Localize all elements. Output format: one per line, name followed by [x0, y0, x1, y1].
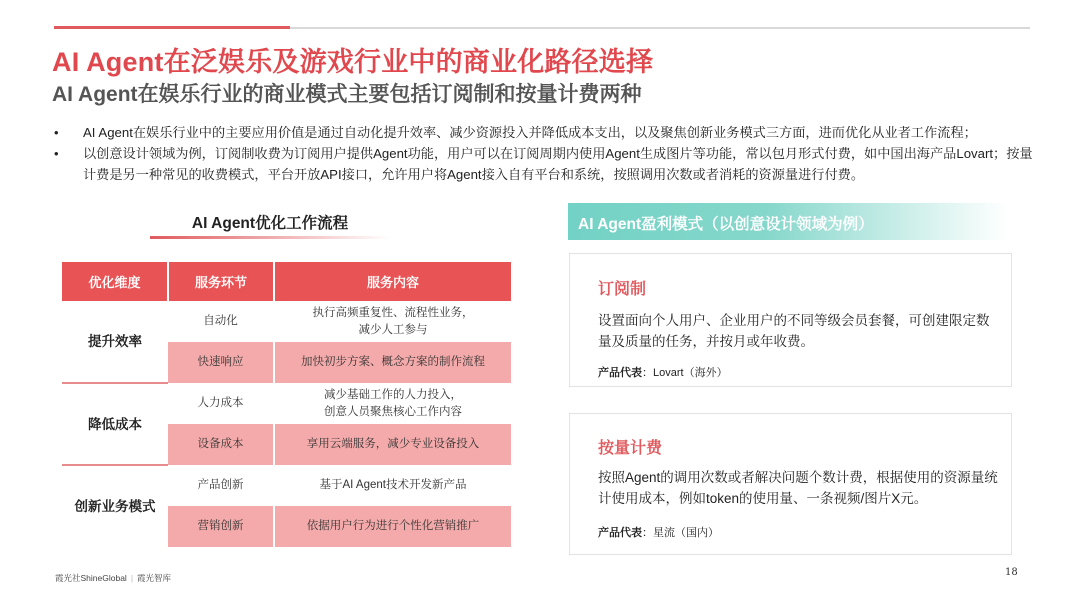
- bullet-text: 以创意设计领域为例，订阅制收费为订阅用户提供Agent功能，用户可以在订阅周期内使用Agent生成图片等功能，常以包月形式付费，如中国出海产品Lovart；按量计费是另一种常见的收费模式，平台开放API接口，允许用户将Agent接入自有平台和系统，按照调用次数或者消耗的资源量进行付费。: [83, 146, 1033, 182]
- table-header-row: [62, 262, 511, 301]
- dimension-cell: 创新业务模式: [74, 499, 156, 514]
- column-header-content: 服务内容: [274, 262, 511, 301]
- bullet-list: [54, 122, 1034, 185]
- content-line: 执行高频重复性、流程性业务，: [312, 306, 474, 319]
- card-title: 订阅制: [598, 281, 647, 298]
- revenue-model-header: [568, 203, 1008, 240]
- content-cell: 加快初步方案、概念方案的制作流程: [274, 342, 511, 383]
- workflow-table: [62, 262, 511, 547]
- bullet-item: [54, 122, 1034, 143]
- rep-value: ：星流（国内）: [642, 527, 719, 539]
- content-line: 减少基础工作的人力投入，: [324, 388, 462, 401]
- card-body: 设置面向个人用户、企业用户的不同等级会员套餐，可创建限定数量及质量的任务，并按月或年收费。: [598, 313, 990, 349]
- footer-logo: [55, 572, 171, 584]
- step-cell: 营销创新: [168, 506, 274, 547]
- brand-logo-shineglobal: 霞光社ShineGlobal: [55, 573, 127, 583]
- bullet-dot-icon: •: [54, 146, 59, 161]
- table-row: [62, 465, 511, 506]
- page-subtitle: AI Agent在娱乐行业的商业模式主要包括订阅制和按量计费两种: [52, 83, 642, 106]
- rep-label: 产品代表: [598, 527, 642, 539]
- rep-label: 产品代表: [598, 367, 642, 379]
- logo-separator: |: [130, 573, 134, 583]
- top-divider-accent: [54, 26, 290, 29]
- usage-billing-card: [569, 413, 1012, 555]
- card-representative: [598, 364, 728, 380]
- dimension-cell: 提升效率: [62, 301, 168, 383]
- content-line: 创意人员聚焦核心工作内容: [324, 405, 462, 418]
- card-body: 按照Agent的调用次数或者解决问题个数计费，根据使用的资源量统计使用成本，例如token的使用量、一条视频/图片X元。: [598, 470, 998, 506]
- content-cell: 依据用户行为进行个性化营销推广: [274, 506, 511, 547]
- content-cell: [274, 383, 511, 424]
- workflow-title-underline: [150, 236, 390, 239]
- page-number: 18: [1005, 567, 1018, 578]
- content-cell: [274, 301, 511, 342]
- column-header-step: 服务环节: [168, 262, 274, 301]
- bullet-dot-icon: •: [54, 125, 59, 140]
- step-cell: 自动化: [203, 315, 238, 327]
- step-cell: 设备成本: [168, 424, 274, 465]
- content-line: 减少人工参与: [358, 323, 428, 336]
- revenue-model-title: AI Agent盈利模式（以创意设计领域为例）: [578, 216, 874, 233]
- content-cell: 享用云端服务，减少专业设备投入: [274, 424, 511, 465]
- bullet-text: AI Agent在娱乐行业中的主要应用价值是通过自动化提升效率、减少资源投入并降低成本支出，以及聚焦创新业务模式三方面，进而优化从业者工作流程；: [83, 125, 977, 140]
- bullet-item: [54, 143, 1034, 185]
- dimension-cell: 降低成本: [62, 383, 168, 465]
- content-cell: 基于AI Agent技术开发新产品: [319, 479, 467, 491]
- table-row: [62, 301, 511, 342]
- step-cell: 快速响应: [168, 342, 274, 383]
- column-header-dimension: 优化维度: [62, 262, 168, 301]
- table-row: [62, 383, 511, 424]
- subscription-card: [569, 253, 1012, 387]
- rep-value: ：Lovart（海外）: [642, 367, 728, 379]
- page-title: AI Agent在泛娱乐及游戏行业中的商业化路径选择: [52, 47, 654, 77]
- workflow-section-title: AI Agent优化工作流程: [191, 215, 349, 232]
- card-title: 按量计费: [598, 440, 663, 457]
- step-cell: 人力成本: [197, 397, 244, 409]
- step-cell: 产品创新: [197, 479, 244, 491]
- card-representative: [598, 524, 719, 540]
- brand-logo-think-tank: 霞光智库: [137, 573, 172, 583]
